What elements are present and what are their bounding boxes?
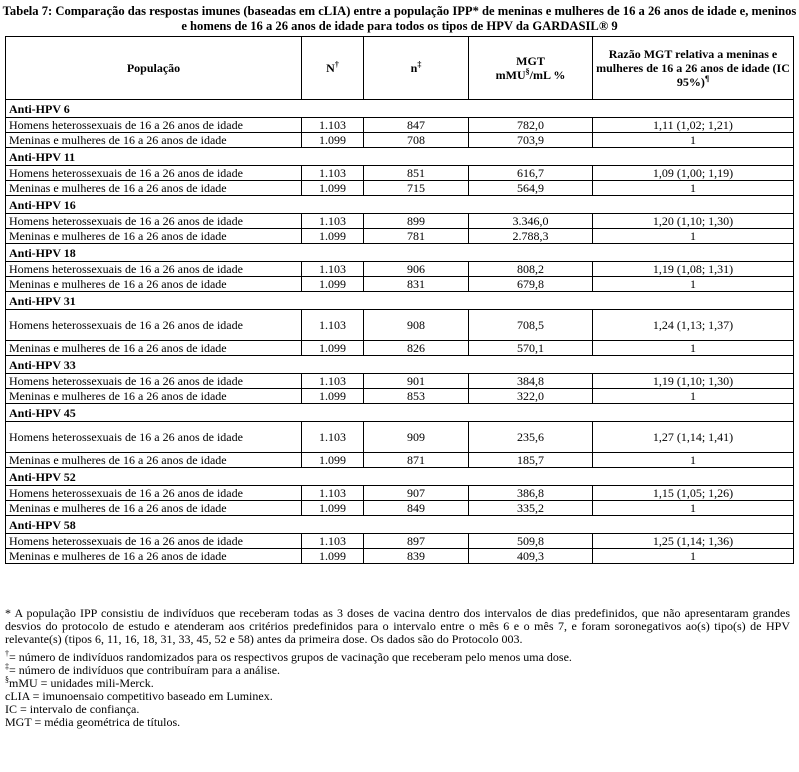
table-row bbox=[6, 310, 794, 341]
group-row bbox=[6, 244, 794, 262]
group-label: Anti-HPV 52 bbox=[6, 468, 794, 486]
cell-population: Homens heterossexuais de 16 a 26 anos de idade bbox=[6, 166, 302, 181]
cell-population: Meninas e mulheres de 16 a 26 anos de idade bbox=[6, 229, 302, 244]
cell-N: 1.099 bbox=[302, 277, 364, 292]
table-row bbox=[6, 229, 794, 244]
cell-ratio: 1 bbox=[593, 341, 794, 356]
cell-N: 1.103 bbox=[302, 214, 364, 229]
cell-n: 831 bbox=[364, 277, 469, 292]
footnote-dagger: †= número de indivíduos randomizados para os respectivos grupos de vacinação que receberam pelo menos uma dose. bbox=[5, 649, 572, 664]
cell-ratio: 1,15 (1,05; 1,26) bbox=[593, 486, 794, 501]
cell-mgt: 335,2 bbox=[469, 501, 593, 516]
cell-mgt: 782,0 bbox=[469, 118, 593, 133]
cell-n: 849 bbox=[364, 501, 469, 516]
cell-N: 1.099 bbox=[302, 181, 364, 196]
group-row bbox=[6, 196, 794, 214]
cell-N: 1.103 bbox=[302, 118, 364, 133]
cell-ratio: 1,25 (1,14; 1,36) bbox=[593, 534, 794, 549]
cell-mgt: 235,6 bbox=[469, 422, 593, 453]
table-row bbox=[6, 181, 794, 196]
group-label: Anti-HPV 58 bbox=[6, 516, 794, 534]
cell-n: 899 bbox=[364, 214, 469, 229]
cell-ratio: 1,19 (1,08; 1,31) bbox=[593, 262, 794, 277]
cell-n: 906 bbox=[364, 262, 469, 277]
cell-ratio: 1 bbox=[593, 501, 794, 516]
cell-mgt: 384,8 bbox=[469, 374, 593, 389]
cell-mgt: 570,1 bbox=[469, 341, 593, 356]
cell-n: 781 bbox=[364, 229, 469, 244]
header-N: N† bbox=[302, 37, 364, 100]
cell-N: 1.103 bbox=[302, 166, 364, 181]
cell-n: 897 bbox=[364, 534, 469, 549]
cell-ratio: 1 bbox=[593, 453, 794, 468]
cell-N: 1.099 bbox=[302, 133, 364, 148]
group-row bbox=[6, 356, 794, 374]
cell-population: Homens heterossexuais de 16 a 26 anos de idade bbox=[6, 534, 302, 549]
table-row bbox=[6, 341, 794, 356]
footnotes bbox=[5, 607, 790, 729]
footnote-ddagger: ‡= número de indivíduos que contribuíram para a análise. bbox=[5, 662, 281, 677]
cell-mgt: 185,7 bbox=[469, 453, 593, 468]
cell-ratio: 1 bbox=[593, 549, 794, 564]
group-label: Anti-HPV 33 bbox=[6, 356, 794, 374]
table-row bbox=[6, 422, 794, 453]
header-n: n‡ bbox=[364, 37, 469, 100]
table-row bbox=[6, 374, 794, 389]
cell-mgt: 322,0 bbox=[469, 389, 593, 404]
cell-population: Meninas e mulheres de 16 a 26 anos de idade bbox=[6, 277, 302, 292]
cell-mgt: 564,9 bbox=[469, 181, 593, 196]
cell-mgt: 386,8 bbox=[469, 486, 593, 501]
cell-ratio: 1,27 (1,14; 1,41) bbox=[593, 422, 794, 453]
cell-mgt: 616,7 bbox=[469, 166, 593, 181]
table-row bbox=[6, 133, 794, 148]
cell-mgt: 703,9 bbox=[469, 133, 593, 148]
table-row bbox=[6, 389, 794, 404]
header-populacao: População bbox=[6, 37, 302, 100]
cell-n: 839 bbox=[364, 549, 469, 564]
group-row bbox=[6, 468, 794, 486]
table-row bbox=[6, 118, 794, 133]
cell-N: 1.099 bbox=[302, 229, 364, 244]
cell-N: 1.099 bbox=[302, 501, 364, 516]
footnote-ic: IC = intervalo de confiança. bbox=[5, 702, 140, 716]
group-label: Anti-HPV 11 bbox=[6, 148, 794, 166]
cell-population: Homens heterossexuais de 16 a 26 anos de idade bbox=[6, 310, 302, 341]
cell-N: 1.103 bbox=[302, 310, 364, 341]
cell-n: 853 bbox=[364, 389, 469, 404]
cell-n: 901 bbox=[364, 374, 469, 389]
cell-n: 826 bbox=[364, 341, 469, 356]
cell-population: Homens heterossexuais de 16 a 26 anos de idade bbox=[6, 374, 302, 389]
cell-population: Meninas e mulheres de 16 a 26 anos de idade bbox=[6, 389, 302, 404]
cell-mgt: 2.788,3 bbox=[469, 229, 593, 244]
cell-mgt: 409,3 bbox=[469, 549, 593, 564]
cell-N: 1.099 bbox=[302, 549, 364, 564]
cell-n: 708 bbox=[364, 133, 469, 148]
cell-N: 1.103 bbox=[302, 534, 364, 549]
table-row bbox=[6, 501, 794, 516]
cell-ratio: 1 bbox=[593, 389, 794, 404]
footnote-mgt: MGT = média geométrica de títulos. bbox=[5, 715, 181, 729]
cell-ratio: 1 bbox=[593, 133, 794, 148]
cell-ratio: 1,24 (1,13; 1,37) bbox=[593, 310, 794, 341]
cell-ratio: 1,20 (1,10; 1,30) bbox=[593, 214, 794, 229]
footnote-clia: cLIA = imunoensaio competitivo baseado em Luminex. bbox=[5, 689, 273, 703]
cell-population: Homens heterossexuais de 16 a 26 anos de idade bbox=[6, 118, 302, 133]
table-row bbox=[6, 549, 794, 564]
group-label: Anti-HPV 16 bbox=[6, 196, 794, 214]
group-row bbox=[6, 292, 794, 310]
cell-N: 1.103 bbox=[302, 486, 364, 501]
cell-ratio: 1,11 (1,02; 1,21) bbox=[593, 118, 794, 133]
footnote-mmu: §mMU = unidades mili-Merck. bbox=[5, 675, 154, 690]
cell-n: 715 bbox=[364, 181, 469, 196]
cell-ratio: 1 bbox=[593, 277, 794, 292]
cell-population: Meninas e mulheres de 16 a 26 anos de idade bbox=[6, 341, 302, 356]
group-row bbox=[6, 516, 794, 534]
table-row bbox=[6, 214, 794, 229]
cell-population: Homens heterossexuais de 16 a 26 anos de idade bbox=[6, 486, 302, 501]
table-row bbox=[6, 453, 794, 468]
cell-N: 1.103 bbox=[302, 374, 364, 389]
cell-population: Homens heterossexuais de 16 a 26 anos de idade bbox=[6, 422, 302, 453]
cell-n: 908 bbox=[364, 310, 469, 341]
cell-population: Meninas e mulheres de 16 a 26 anos de idade bbox=[6, 549, 302, 564]
group-label: Anti-HPV 18 bbox=[6, 244, 794, 262]
header-razao: Razão MGT relativa a meninas e mulheres de 16 a 26 anos de idade (IC 95%)¶ bbox=[593, 37, 794, 100]
group-row bbox=[6, 100, 794, 118]
cell-n: 847 bbox=[364, 118, 469, 133]
cell-N: 1.103 bbox=[302, 422, 364, 453]
group-row bbox=[6, 148, 794, 166]
cell-mgt: 679,8 bbox=[469, 277, 593, 292]
group-label: Anti-HPV 31 bbox=[6, 292, 794, 310]
table-row bbox=[6, 262, 794, 277]
cell-N: 1.103 bbox=[302, 262, 364, 277]
cell-population: Meninas e mulheres de 16 a 26 anos de idade bbox=[6, 501, 302, 516]
cell-mgt: 708,5 bbox=[469, 310, 593, 341]
cell-n: 909 bbox=[364, 422, 469, 453]
table-title: Tabela 7: Comparação das respostas imunes (baseadas em cLIA) entre a população IPP* de meninas e mulheres de 16 a 26 anos de idade e, meninos e homens de 16 a 26 anos de idade para todos os tipos de HPV da GARDASIL® 9 bbox=[2, 4, 797, 33]
table-row bbox=[6, 486, 794, 501]
cell-mgt: 3.346,0 bbox=[469, 214, 593, 229]
header-mgt: MGT mMU§/mL % bbox=[469, 37, 593, 100]
table-header-row bbox=[6, 37, 794, 100]
group-row bbox=[6, 404, 794, 422]
cell-population: Meninas e mulheres de 16 a 26 anos de idade bbox=[6, 133, 302, 148]
table-row bbox=[6, 166, 794, 181]
cell-n: 851 bbox=[364, 166, 469, 181]
cell-N: 1.099 bbox=[302, 389, 364, 404]
cell-population: Homens heterossexuais de 16 a 26 anos de idade bbox=[6, 214, 302, 229]
cell-N: 1.099 bbox=[302, 453, 364, 468]
cell-ratio: 1 bbox=[593, 181, 794, 196]
cell-ratio: 1,19 (1,10; 1,30) bbox=[593, 374, 794, 389]
cell-population: Meninas e mulheres de 16 a 26 anos de idade bbox=[6, 453, 302, 468]
immune-response-table bbox=[5, 36, 794, 564]
cell-ratio: 1,09 (1,00; 1,19) bbox=[593, 166, 794, 181]
cell-ratio: 1 bbox=[593, 229, 794, 244]
footnote-ipp: * A população IPP consistiu de indivíduos que receberam todas as 3 doses de vacina dentro dos intervalos de dias predefinidos, que não apresentaram grandes desvios do protocolo de estudo e atenderam aos critérios predefinidos para o intervalo entre o mês 6 e o mês 7, e foram soronegativos ao(s) tipo(s) de HPV relevante(s) (tipos 6, 11, 16, 18, 31, 33, 45, 52 e 58) antes da primeira dose. Os dados são do Protocolo 003. bbox=[5, 606, 790, 646]
cell-n: 871 bbox=[364, 453, 469, 468]
cell-N: 1.099 bbox=[302, 341, 364, 356]
cell-mgt: 808,2 bbox=[469, 262, 593, 277]
cell-population: Meninas e mulheres de 16 a 26 anos de idade bbox=[6, 181, 302, 196]
table-body bbox=[6, 100, 794, 564]
cell-n: 907 bbox=[364, 486, 469, 501]
group-label: Anti-HPV 6 bbox=[6, 100, 794, 118]
cell-population: Homens heterossexuais de 16 a 26 anos de idade bbox=[6, 262, 302, 277]
table-row bbox=[6, 534, 794, 549]
cell-mgt: 509,8 bbox=[469, 534, 593, 549]
group-label: Anti-HPV 45 bbox=[6, 404, 794, 422]
table-row bbox=[6, 277, 794, 292]
